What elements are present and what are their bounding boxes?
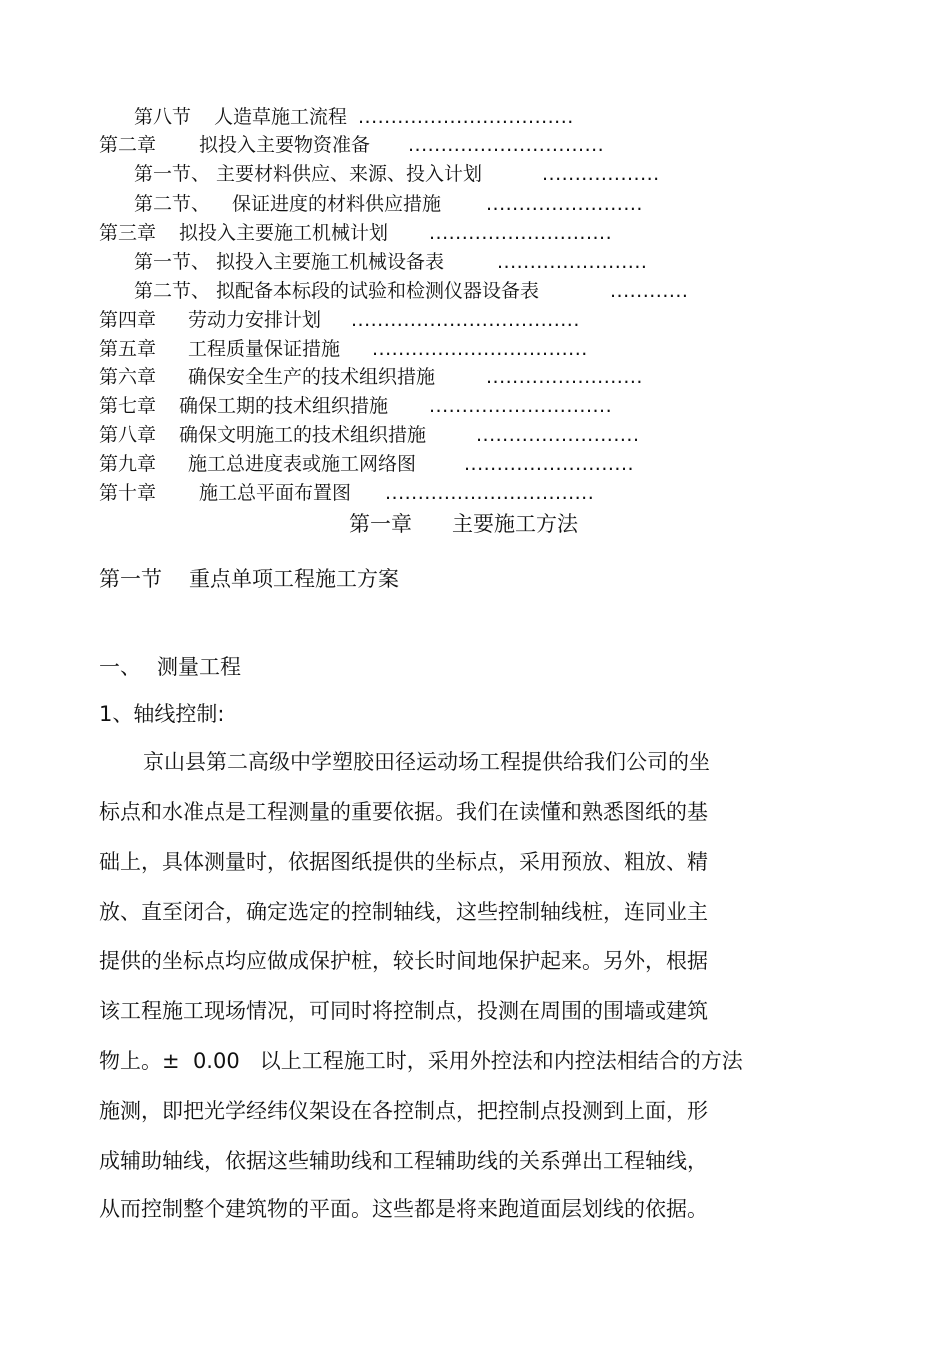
paragraph-line: 施测，即把光学经纬仪架设在各控制点，把控制点投测到上面，形 [99,1099,708,1123]
toc-leader-dots: ................................... [351,309,580,331]
toc-entry-title: 拟配备本标段的试验和检测仪器设备表 [216,280,540,302]
toc-leader-dots: .................. [542,163,660,185]
paragraph-line: 成辅助轴线，依据这些辅助线和工程辅助线的关系弹出工程轴线， [99,1149,708,1173]
toc-entry-label: 第一节、 [134,251,211,273]
toc-entry-title: 施工总进度表或施工网络图 [188,453,417,475]
toc-leader-dots: ........................ [486,366,643,388]
toc-entry[interactable] [99,307,580,333]
toc-entry-title: 保证进度的材料供应措施 [232,193,442,215]
toc-entry-title: 拟投入主要施工机械计划 [179,222,389,244]
toc-entry-label: 第三章 [99,222,157,244]
toc-entry[interactable] [99,220,613,246]
subsection-label: 一、 [99,655,141,679]
section-label: 第一节 [99,567,162,591]
toc-entry-title: 确保安全生产的技术组织措施 [188,366,436,388]
toc-entry[interactable] [134,104,594,130]
toc-entry-title: 拟投入主要物资准备 [199,134,371,156]
toc-leader-dots: .......................... [464,453,635,475]
toc-entry-label: 第二节、 [134,193,211,215]
paragraph-line: 物上。± 0.00 以上工程施工时，采用外控法和内控法相结合的方法 [99,1049,743,1073]
toc-entry-title: 拟投入主要施工机械设备表 [216,251,445,273]
chapter-label: 第一章 [349,512,412,536]
toc-entry[interactable] [99,393,613,419]
paragraph-line: 础上，具体测量时，依据图纸提供的坐标点，采用预放、粗放、精 [99,850,708,874]
toc-entry[interactable] [99,480,595,506]
paragraph-line: 放、直至闭合，确定选定的控制轴线，这些控制轴线桩，连同业主 [99,900,708,924]
chapter-title: 主要施工方法 [452,512,578,536]
toc-entry[interactable] [134,249,648,275]
toc-entry[interactable] [99,451,635,477]
toc-entry-label: 第二节、 [134,280,211,302]
toc-entry[interactable] [99,336,588,362]
toc-entry[interactable] [99,422,640,448]
toc-entry-title: 工程质量保证措施 [188,338,341,360]
toc-entry-label: 第八节 [134,106,192,128]
toc-leader-dots: .............................. [408,134,605,156]
toc-entry-title: 人造草施工流程 [214,106,348,128]
toc-entry-title: 确保工期的技术组织措施 [179,395,389,417]
toc-leader-dots: ............................ [429,395,613,417]
toc-entry[interactable] [134,278,694,304]
toc-leader-dots: ....................... [497,251,648,273]
toc-entry-label: 第八章 [99,424,157,446]
toc-entry-title: 劳动力安排计划 [188,309,322,331]
toc-entry[interactable] [99,132,605,158]
item-heading: 1、轴线控制: [99,702,225,726]
toc-entry-label: 第七章 [99,395,157,417]
paragraph-line: 从而控制整个建筑物的平面。这些都是将来跑道面层划线的依据。 [99,1197,708,1221]
subsection-title: 测量工程 [157,655,241,679]
toc-entry[interactable] [134,191,643,217]
toc-entry-label: 第二章 [99,134,157,156]
toc-entry-label: 第六章 [99,366,157,388]
section-title: 重点单项工程施工方案 [189,567,399,591]
paragraph-line: 标点和水准点是工程测量的重要依据。我们在读懂和熟悉图纸的基 [99,800,708,824]
toc-entry-label: 第九章 [99,453,157,475]
toc-entry-label: 第五章 [99,338,157,360]
toc-leader-dots: ............................ [429,222,613,244]
toc-entry-label: 第一节、 [134,163,211,185]
toc-entry[interactable] [99,364,643,390]
toc-entry-title: 确保文明施工的技术组织措施 [179,424,427,446]
paragraph-line: 京山县第二高级中学塑胶田径运动场工程提供给我们公司的坐 [143,750,710,774]
toc-leader-dots: ................................. [372,338,588,360]
toc-leader-dots: ............ [610,280,689,302]
toc-leader-dots: ................................. [358,106,574,128]
paragraph-line: 该工程施工现场情况，可同时将控制点，投测在周围的围墙或建筑 [99,999,708,1023]
toc-entry-label: 第十章 [99,482,157,504]
toc-entry-title: 主要材料供应、来源、投入计划 [216,163,483,185]
toc-leader-dots: ........................ [486,193,643,215]
toc-entry-title: 施工总平面布置图 [199,482,352,504]
toc-leader-dots: ......................... [476,424,640,446]
toc-entry-label: 第四章 [99,309,157,331]
toc-entry[interactable] [134,161,664,187]
toc-leader-dots: ................................ [385,482,595,504]
paragraph-line: 提供的坐标点均应做成保护桩，较长时间地保护起来。另外，根据 [99,949,708,973]
